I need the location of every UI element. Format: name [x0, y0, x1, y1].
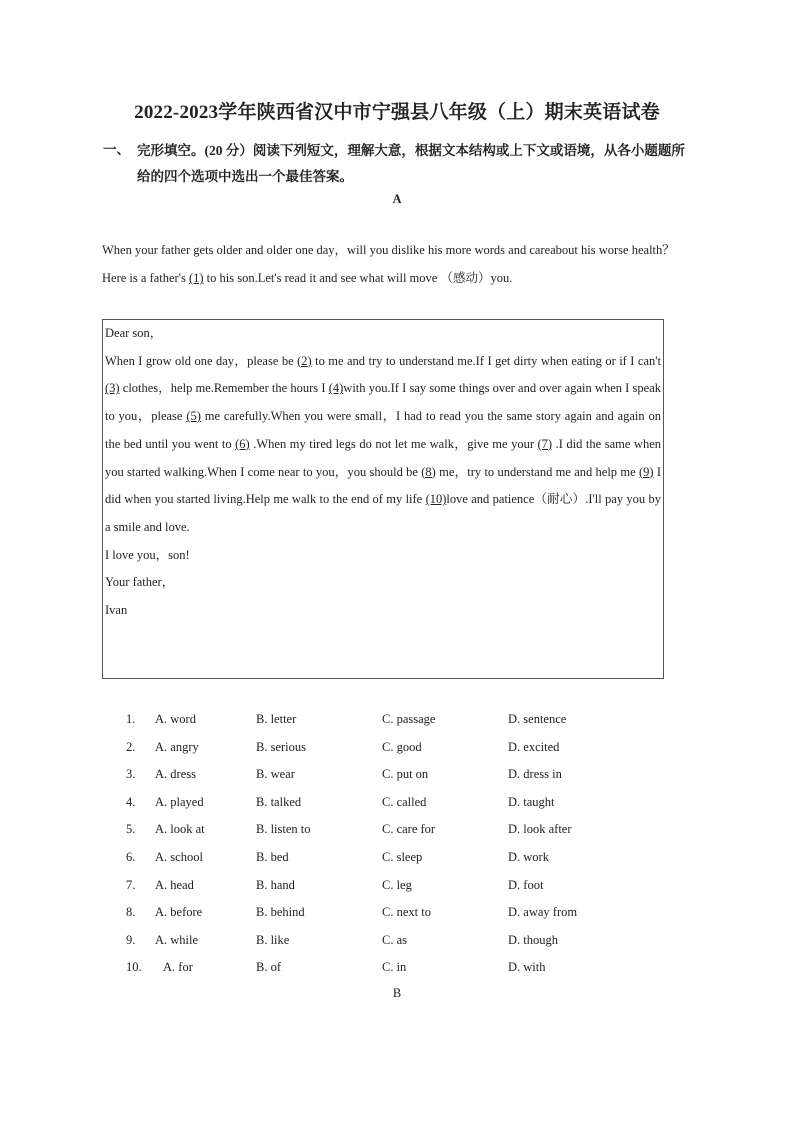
- passage-a-label: A: [392, 192, 402, 206]
- option-b: B. letter: [256, 712, 297, 726]
- option-a: A. for: [163, 960, 193, 975]
- option-d: D. though: [508, 932, 558, 947]
- letter-text: love and patience（耐心）.I'll pay you by a smile and love.: [105, 492, 661, 534]
- option-row: [0, 761, 794, 789]
- blank-8: (8): [421, 464, 436, 479]
- letter-text: When I grow old one day，please be: [105, 353, 298, 368]
- option-c: C. leg: [382, 877, 412, 892]
- option-c: C. in: [382, 960, 407, 975]
- blank-10: (10): [425, 492, 447, 507]
- option-a: A. played: [155, 794, 204, 809]
- blank-4: (4): [328, 381, 344, 396]
- option-d: D. work: [508, 849, 549, 864]
- option-b: B. hand: [256, 877, 295, 892]
- option-a: A. school: [155, 849, 203, 864]
- option-b: B. like: [256, 932, 290, 947]
- page-title: 2022-2023学年陕西省汉中市宁强县八年级（上）期末英语试卷: [134, 102, 660, 123]
- option-c: C. called: [382, 794, 427, 809]
- option-row: [0, 954, 794, 982]
- option-a: A. dress: [155, 767, 196, 782]
- letter-text: clothes，help me.Remember the hours I: [119, 381, 329, 396]
- option-row: [0, 706, 794, 734]
- blank-3: (3): [105, 381, 120, 396]
- section-number: 一、: [103, 142, 130, 157]
- option-d: D. sentence: [508, 712, 567, 726]
- option-d: D. taught: [508, 794, 555, 809]
- option-b: B. of: [256, 960, 281, 975]
- option-b: B. wear: [256, 767, 295, 782]
- option-d: D. away from: [508, 905, 578, 920]
- option-row: [0, 872, 794, 900]
- option-a: A. look at: [155, 822, 205, 837]
- option-c: C. next to: [382, 905, 431, 920]
- letter-text: me carefully.When you were small，I had to read you the same story again and again on the bed until you went to: [105, 409, 661, 451]
- intro-text: When your father gets older and older one day，will you dislike his more words and careabout his worse health？Here is a father's: [102, 243, 675, 285]
- option-b: B. talked: [256, 794, 302, 809]
- option-row: [0, 844, 794, 872]
- letter-line-father: Your father，: [105, 575, 175, 590]
- blank-9: (9): [638, 464, 654, 479]
- question-number: 5.: [126, 822, 136, 837]
- letter-body: [105, 348, 661, 542]
- option-row: [0, 899, 794, 927]
- letter-text: .When my tired legs do not let me walk，give me your: [249, 436, 538, 451]
- option-d: D. excited: [508, 739, 560, 754]
- intro-text: to his son.Let's read it and see what will move （感动）you.: [203, 271, 513, 285]
- letter-text: with you.If I say some things over and over again when I speak to you，please: [105, 381, 661, 424]
- question-number: 9.: [126, 932, 136, 947]
- letter-signature: Ivan: [105, 603, 128, 618]
- letter-box: [102, 319, 664, 679]
- letter-text: I did when you started living.Help me walk to the end of my life: [105, 464, 661, 507]
- option-a: A. angry: [155, 739, 199, 754]
- option-a: A. word: [155, 712, 196, 726]
- letter-greeting: Dear son，: [105, 326, 163, 340]
- letter-text: .I did the same when you started walking.When I come near to you，you should be: [105, 436, 661, 479]
- blank-1: (1): [188, 271, 204, 285]
- question-number: 10.: [126, 960, 142, 975]
- intro-paragraph: [102, 236, 682, 292]
- option-a: A. before: [155, 905, 203, 920]
- option-row: [0, 734, 794, 762]
- question-number: 6.: [126, 849, 136, 864]
- option-b: B. behind: [256, 905, 305, 920]
- question-number: 7.: [126, 877, 136, 892]
- option-c: C. sleep: [382, 849, 423, 864]
- options-list: [0, 706, 794, 982]
- question-number: 2.: [126, 739, 136, 754]
- letter-text: to me and try to understand me.If I get dirty when eating or if I can't: [311, 353, 661, 368]
- option-row: [0, 927, 794, 955]
- question-number: 3.: [126, 767, 136, 782]
- option-b: B. listen to: [256, 822, 311, 837]
- question-number: 1.: [126, 712, 136, 726]
- question-number: 8.: [126, 905, 136, 920]
- passage-b-label: B: [392, 986, 402, 1000]
- option-a: A. while: [155, 932, 199, 947]
- option-row: [0, 789, 794, 817]
- option-c: C. care for: [382, 822, 436, 837]
- option-d: D. foot: [508, 877, 544, 892]
- option-c: C. put on: [382, 767, 429, 782]
- option-d: D. look after: [508, 822, 572, 837]
- letter-line-love: I love you，son!: [105, 547, 190, 562]
- blank-6: (6): [235, 436, 250, 451]
- blank-2: (2): [297, 353, 312, 368]
- option-d: D. dress in: [508, 767, 562, 782]
- question-number: 4.: [126, 794, 136, 809]
- blank-7: (7): [537, 436, 553, 451]
- option-a: A. head: [155, 877, 194, 892]
- option-c: C. as: [382, 932, 407, 947]
- option-d: D. with: [508, 960, 546, 975]
- option-c: C. good: [382, 739, 422, 754]
- option-c: C. passage: [382, 712, 436, 726]
- option-b: B. serious: [256, 739, 306, 754]
- blank-5: (5): [186, 409, 201, 424]
- option-b: B. bed: [256, 849, 289, 864]
- option-row: [0, 816, 794, 844]
- letter-text: me，try to understand me and help me: [435, 464, 639, 479]
- section-instruction: 完形填空。(20 分）阅读下列短文，理解大意，根据文本结构或上下文或语境，从各小题题所给的四个选项中选出一个最佳答案。: [137, 143, 685, 184]
